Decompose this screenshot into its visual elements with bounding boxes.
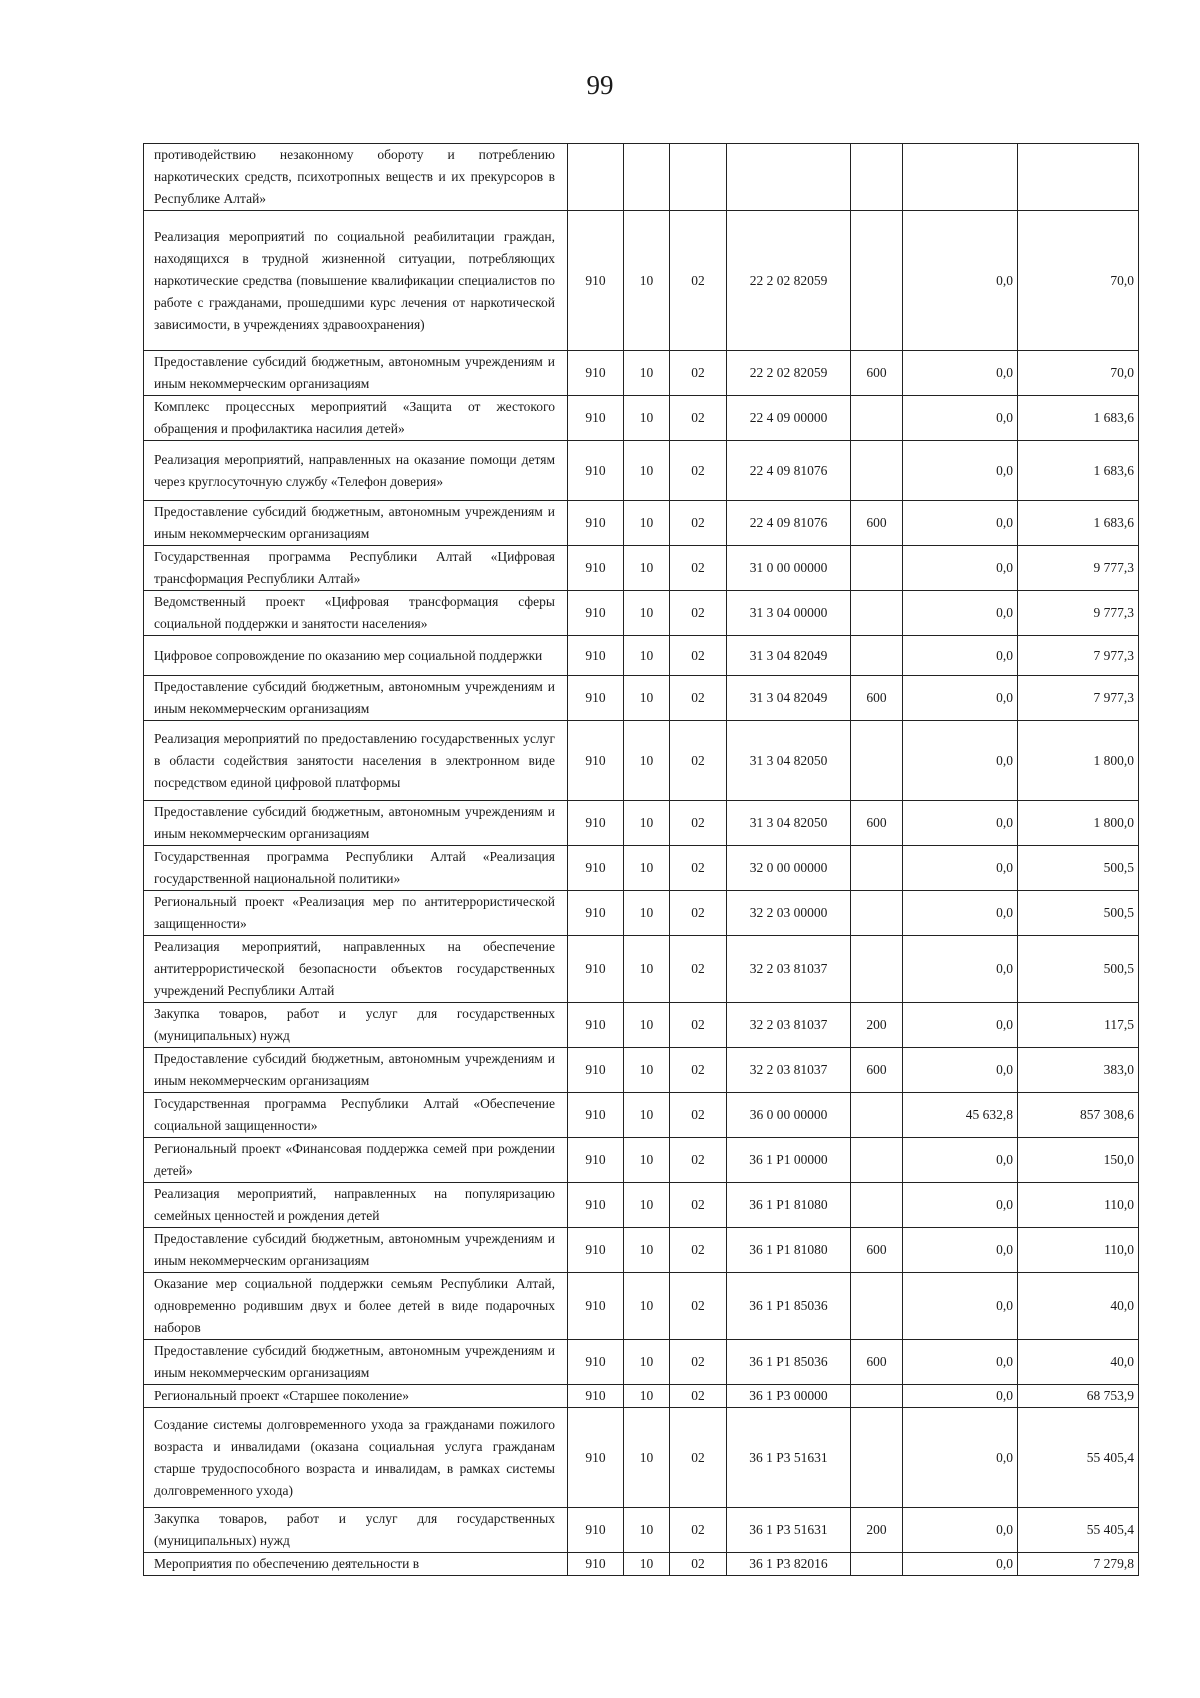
- row-sum-1: 0,0: [903, 501, 1018, 546]
- row-target-article: 22 4 09 81076: [727, 501, 851, 546]
- row-grbs: 910: [568, 591, 624, 636]
- budget-table: [143, 143, 1139, 1576]
- row-sum-1: 0,0: [903, 891, 1018, 936]
- row-grbs: 910: [568, 546, 624, 591]
- row-subsection: 02: [670, 846, 727, 891]
- row-sum-1: 0,0: [903, 936, 1018, 1003]
- row-name: Реализация мероприятий, направленных на обеспечение антитеррористической безопасности объектов государственных учреждений Республики Алтай: [144, 936, 568, 1003]
- row-grbs: 910: [568, 1093, 624, 1138]
- row-section: 10: [624, 1340, 670, 1385]
- row-subsection: 02: [670, 1003, 727, 1048]
- row-sum-1: 0,0: [903, 546, 1018, 591]
- row-subsection: 02: [670, 801, 727, 846]
- row-section: 10: [624, 1385, 670, 1408]
- row-subsection: 02: [670, 721, 727, 801]
- table-row: [144, 144, 1139, 211]
- row-target-article: 31 3 04 82050: [727, 721, 851, 801]
- row-expense-type: [851, 1093, 903, 1138]
- row-name: Региональный проект «Реализация мер по антитеррористической защищенности»: [144, 891, 568, 936]
- row-section: 10: [624, 211, 670, 351]
- table-row: [144, 801, 1139, 846]
- row-sum-1: 0,0: [903, 1228, 1018, 1273]
- row-section: 10: [624, 1508, 670, 1553]
- row-sum-2: [1018, 144, 1139, 211]
- row-sum-2: 110,0: [1018, 1183, 1139, 1228]
- row-target-article: [727, 144, 851, 211]
- row-name: Реализация мероприятий по предоставлению государственных услуг в области содействия занятости населения в электронном виде посредством единой цифровой платформы: [144, 721, 568, 801]
- row-grbs: 910: [568, 501, 624, 546]
- table-row: [144, 1003, 1139, 1048]
- row-sum-1: 0,0: [903, 591, 1018, 636]
- row-target-article: 31 3 04 82049: [727, 636, 851, 676]
- row-sum-2: 40,0: [1018, 1340, 1139, 1385]
- row-subsection: 02: [670, 396, 727, 441]
- row-sum-1: 0,0: [903, 1273, 1018, 1340]
- table-row: [144, 891, 1139, 936]
- row-name: Оказание мер социальной поддержки семьям Республики Алтай, одновременно родившим двух и более детей в виде подарочных наборов: [144, 1273, 568, 1340]
- row-target-article: 32 2 03 00000: [727, 891, 851, 936]
- table-row: [144, 1093, 1139, 1138]
- row-grbs: 910: [568, 1048, 624, 1093]
- row-expense-type: [851, 1553, 903, 1576]
- table-row: [144, 1183, 1139, 1228]
- table-row: [144, 441, 1139, 501]
- row-name: Государственная программа Республики Алтай «Обеспечение социальной защищенности»: [144, 1093, 568, 1138]
- row-target-article: 36 1 Р1 85036: [727, 1273, 851, 1340]
- table-row: [144, 1228, 1139, 1273]
- row-subsection: 02: [670, 1048, 727, 1093]
- row-expense-type: 200: [851, 1003, 903, 1048]
- row-name: противодействию незаконному обороту и потреблению наркотических средств, психотропных веществ и их прекурсоров в Республике Алтай»: [144, 144, 568, 211]
- row-grbs: 910: [568, 351, 624, 396]
- row-name: Государственная программа Республики Алтай «Реализация государственной национальной политики»: [144, 846, 568, 891]
- row-expense-type: [851, 441, 903, 501]
- row-name: Цифровое сопровождение по оказанию мер социальной поддержки: [144, 636, 568, 676]
- row-subsection: 02: [670, 211, 727, 351]
- row-sum-2: 500,5: [1018, 891, 1139, 936]
- row-grbs: 910: [568, 891, 624, 936]
- row-expense-type: 600: [851, 1340, 903, 1385]
- row-target-article: 36 1 Р3 51631: [727, 1508, 851, 1553]
- row-section: 10: [624, 441, 670, 501]
- table-row: [144, 1408, 1139, 1508]
- row-name: Реализация мероприятий, направленных на популяризацию семейных ценностей и рождения детей: [144, 1183, 568, 1228]
- row-section: 10: [624, 801, 670, 846]
- row-grbs: [568, 144, 624, 211]
- row-target-article: 31 3 04 00000: [727, 591, 851, 636]
- row-sum-2: 117,5: [1018, 1003, 1139, 1048]
- row-expense-type: 600: [851, 676, 903, 721]
- table-row: [144, 1508, 1139, 1553]
- row-subsection: 02: [670, 1553, 727, 1576]
- row-sum-1: 0,0: [903, 211, 1018, 351]
- row-sum-2: 70,0: [1018, 211, 1139, 351]
- row-expense-type: [851, 1183, 903, 1228]
- row-name: Предоставление субсидий бюджетным, автономным учреждениям и иным некоммерческим организациям: [144, 676, 568, 721]
- row-expense-type: [851, 1273, 903, 1340]
- row-grbs: 910: [568, 1273, 624, 1340]
- table-row: [144, 1553, 1139, 1576]
- row-section: 10: [624, 1273, 670, 1340]
- row-sum-1: 0,0: [903, 801, 1018, 846]
- row-name: Комплекс процессных мероприятий «Защита от жестокого обращения и профилактика насилия детей»: [144, 396, 568, 441]
- row-grbs: 910: [568, 846, 624, 891]
- row-sum-2: 68 753,9: [1018, 1385, 1139, 1408]
- row-name: Государственная программа Республики Алтай «Цифровая трансформация Республики Алтай»: [144, 546, 568, 591]
- row-sum-2: 9 777,3: [1018, 546, 1139, 591]
- row-expense-type: 600: [851, 501, 903, 546]
- row-section: 10: [624, 891, 670, 936]
- row-subsection: 02: [670, 1138, 727, 1183]
- row-sum-1: 0,0: [903, 1385, 1018, 1408]
- row-subsection: 02: [670, 1385, 727, 1408]
- row-section: 10: [624, 1408, 670, 1508]
- row-target-article: 36 1 Р1 00000: [727, 1138, 851, 1183]
- row-sum-1: 0,0: [903, 676, 1018, 721]
- row-section: 10: [624, 591, 670, 636]
- row-grbs: 910: [568, 1228, 624, 1273]
- row-subsection: 02: [670, 591, 727, 636]
- table-row: [144, 1385, 1139, 1408]
- row-subsection: 02: [670, 1093, 727, 1138]
- row-sum-2: 1 683,6: [1018, 441, 1139, 501]
- row-grbs: 910: [568, 1553, 624, 1576]
- row-subsection: 02: [670, 501, 727, 546]
- table-row: [144, 396, 1139, 441]
- row-expense-type: [851, 591, 903, 636]
- row-expense-type: 600: [851, 351, 903, 396]
- row-target-article: 22 4 09 81076: [727, 441, 851, 501]
- row-expense-type: 200: [851, 1508, 903, 1553]
- row-name: Предоставление субсидий бюджетным, автономным учреждениям и иным некоммерческим организациям: [144, 501, 568, 546]
- row-sum-2: 1 683,6: [1018, 396, 1139, 441]
- row-sum-2: 55 405,4: [1018, 1508, 1139, 1553]
- row-expense-type: [851, 936, 903, 1003]
- row-name: Закупка товаров, работ и услуг для государственных (муниципальных) нужд: [144, 1003, 568, 1048]
- row-sum-1: 0,0: [903, 1508, 1018, 1553]
- table-row: [144, 1048, 1139, 1093]
- row-subsection: 02: [670, 891, 727, 936]
- row-target-article: 36 1 Р1 81080: [727, 1228, 851, 1273]
- row-section: 10: [624, 351, 670, 396]
- row-section: 10: [624, 1093, 670, 1138]
- row-sum-2: 7 279,8: [1018, 1553, 1139, 1576]
- row-sum-2: 500,5: [1018, 936, 1139, 1003]
- row-section: 10: [624, 1048, 670, 1093]
- row-subsection: 02: [670, 441, 727, 501]
- row-target-article: 31 3 04 82050: [727, 801, 851, 846]
- row-target-article: 32 2 03 81037: [727, 1048, 851, 1093]
- row-sum-1: 0,0: [903, 1138, 1018, 1183]
- row-sum-1: 0,0: [903, 396, 1018, 441]
- row-grbs: 910: [568, 1508, 624, 1553]
- row-name: Предоставление субсидий бюджетным, автономным учреждениям и иным некоммерческим организациям: [144, 1340, 568, 1385]
- row-subsection: [670, 144, 727, 211]
- row-sum-2: 1 800,0: [1018, 721, 1139, 801]
- row-sum-1: 0,0: [903, 351, 1018, 396]
- row-section: 10: [624, 1003, 670, 1048]
- row-sum-2: 40,0: [1018, 1273, 1139, 1340]
- row-name: Создание системы долговременного ухода за гражданами пожилого возраста и инвалидами (оказана социальная услуга гражданам старше трудоспособного возраста и инвалидам, в рамках системы долговременного ухода): [144, 1408, 568, 1508]
- table-row: [144, 351, 1139, 396]
- row-grbs: 910: [568, 801, 624, 846]
- row-name: Предоставление субсидий бюджетным, автономным учреждениям и иным некоммерческим организациям: [144, 1048, 568, 1093]
- row-section: 10: [624, 1553, 670, 1576]
- row-target-article: 22 4 09 00000: [727, 396, 851, 441]
- row-sum-1: 0,0: [903, 1408, 1018, 1508]
- row-sum-1: [903, 144, 1018, 211]
- row-section: 10: [624, 1183, 670, 1228]
- row-target-article: 36 1 Р3 82016: [727, 1553, 851, 1576]
- row-name: Предоставление субсидий бюджетным, автономным учреждениям и иным некоммерческим организациям: [144, 1228, 568, 1273]
- row-sum-2: 383,0: [1018, 1048, 1139, 1093]
- row-expense-type: [851, 546, 903, 591]
- row-subsection: 02: [670, 936, 727, 1003]
- row-subsection: 02: [670, 1183, 727, 1228]
- row-sum-1: 0,0: [903, 721, 1018, 801]
- table-row: [144, 676, 1139, 721]
- row-expense-type: [851, 396, 903, 441]
- row-sum-1: 0,0: [903, 1183, 1018, 1228]
- row-expense-type: [851, 721, 903, 801]
- row-name: Закупка товаров, работ и услуг для государственных (муниципальных) нужд: [144, 1508, 568, 1553]
- table-row: [144, 546, 1139, 591]
- row-sum-2: 857 308,6: [1018, 1093, 1139, 1138]
- row-sum-2: 7 977,3: [1018, 676, 1139, 721]
- page-number: 99: [586, 70, 614, 100]
- row-section: [624, 144, 670, 211]
- row-target-article: 22 2 02 82059: [727, 211, 851, 351]
- table-row: [144, 846, 1139, 891]
- row-target-article: 31 3 04 82049: [727, 676, 851, 721]
- row-target-article: 32 2 03 81037: [727, 936, 851, 1003]
- row-expense-type: [851, 1385, 903, 1408]
- row-sum-2: 1 683,6: [1018, 501, 1139, 546]
- row-target-article: 36 1 Р3 00000: [727, 1385, 851, 1408]
- row-expense-type: [851, 891, 903, 936]
- row-expense-type: [851, 1138, 903, 1183]
- table-row: [144, 501, 1139, 546]
- row-target-article: 36 1 Р1 81080: [727, 1183, 851, 1228]
- row-subsection: 02: [670, 676, 727, 721]
- row-section: 10: [624, 846, 670, 891]
- row-name: Мероприятия по обеспечению деятельности в: [144, 1553, 568, 1576]
- row-expense-type: 600: [851, 1048, 903, 1093]
- row-expense-type: [851, 636, 903, 676]
- row-name: Реализация мероприятий, направленных на оказание помощи детям через круглосуточную службу «Телефон доверия»: [144, 441, 568, 501]
- row-subsection: 02: [670, 351, 727, 396]
- row-section: 10: [624, 636, 670, 676]
- table-row: [144, 936, 1139, 1003]
- row-section: 10: [624, 936, 670, 1003]
- row-section: 10: [624, 676, 670, 721]
- row-sum-1: 0,0: [903, 1553, 1018, 1576]
- row-target-article: 32 2 03 81037: [727, 1003, 851, 1048]
- row-sum-1: 0,0: [903, 1340, 1018, 1385]
- row-expense-type: [851, 1408, 903, 1508]
- row-subsection: 02: [670, 1408, 727, 1508]
- row-sum-2: 1 800,0: [1018, 801, 1139, 846]
- row-subsection: 02: [670, 1340, 727, 1385]
- row-name: Предоставление субсидий бюджетным, автономным учреждениям и иным некоммерческим организациям: [144, 801, 568, 846]
- row-expense-type: [851, 144, 903, 211]
- row-target-article: 31 0 00 00000: [727, 546, 851, 591]
- row-section: 10: [624, 721, 670, 801]
- row-grbs: 910: [568, 211, 624, 351]
- row-name: Ведомственный проект «Цифровая трансформация сферы социальной поддержки и занятости населения»: [144, 591, 568, 636]
- row-target-article: 36 1 Р1 85036: [727, 1340, 851, 1385]
- table-row: [144, 1273, 1139, 1340]
- row-sum-2: 55 405,4: [1018, 1408, 1139, 1508]
- row-subsection: 02: [670, 1273, 727, 1340]
- row-sum-2: 9 777,3: [1018, 591, 1139, 636]
- table-row: [144, 1138, 1139, 1183]
- table-row: [144, 211, 1139, 351]
- row-section: 10: [624, 546, 670, 591]
- row-grbs: 910: [568, 1003, 624, 1048]
- row-name: Предоставление субсидий бюджетным, автономным учреждениям и иным некоммерческим организациям: [144, 351, 568, 396]
- table-row: [144, 721, 1139, 801]
- row-name: Региональный проект «Старшее поколение»: [144, 1385, 568, 1408]
- row-expense-type: [851, 211, 903, 351]
- row-grbs: 910: [568, 936, 624, 1003]
- table-row: [144, 636, 1139, 676]
- row-target-article: 36 1 Р3 51631: [727, 1408, 851, 1508]
- row-grbs: 910: [568, 396, 624, 441]
- table-row: [144, 591, 1139, 636]
- row-sum-2: 150,0: [1018, 1138, 1139, 1183]
- row-target-article: 32 0 00 00000: [727, 846, 851, 891]
- row-grbs: 910: [568, 1385, 624, 1408]
- row-expense-type: 600: [851, 1228, 903, 1273]
- row-sum-1: 0,0: [903, 846, 1018, 891]
- row-grbs: 910: [568, 1408, 624, 1508]
- row-grbs: 910: [568, 636, 624, 676]
- row-section: 10: [624, 501, 670, 546]
- row-section: 10: [624, 1228, 670, 1273]
- row-sum-1: 45 632,8: [903, 1093, 1018, 1138]
- row-sum-1: 0,0: [903, 1003, 1018, 1048]
- row-sum-2: 70,0: [1018, 351, 1139, 396]
- row-expense-type: [851, 846, 903, 891]
- row-subsection: 02: [670, 1508, 727, 1553]
- row-subsection: 02: [670, 636, 727, 676]
- row-sum-2: 500,5: [1018, 846, 1139, 891]
- row-name: Региональный проект «Финансовая поддержка семей при рождении детей»: [144, 1138, 568, 1183]
- row-grbs: 910: [568, 721, 624, 801]
- row-grbs: 910: [568, 1340, 624, 1385]
- row-target-article: 22 2 02 82059: [727, 351, 851, 396]
- row-sum-1: 0,0: [903, 636, 1018, 676]
- row-subsection: 02: [670, 546, 727, 591]
- row-sum-2: 7 977,3: [1018, 636, 1139, 676]
- row-grbs: 910: [568, 441, 624, 501]
- row-target-article: 36 0 00 00000: [727, 1093, 851, 1138]
- row-subsection: 02: [670, 1228, 727, 1273]
- row-name: Реализация мероприятий по социальной реабилитации граждан, находящихся в трудной жизненной ситуации, потребляющих наркотические средства (повышение квалификации специалистов по работе с гражданами, прошедшими курс лечения от наркотической зависимости, в учреждениях здравоохранения): [144, 211, 568, 351]
- row-grbs: 910: [568, 676, 624, 721]
- table-body: [144, 144, 1139, 1576]
- row-section: 10: [624, 1138, 670, 1183]
- row-grbs: 910: [568, 1138, 624, 1183]
- row-sum-2: 110,0: [1018, 1228, 1139, 1273]
- row-sum-1: 0,0: [903, 441, 1018, 501]
- row-sum-1: 0,0: [903, 1048, 1018, 1093]
- row-expense-type: 600: [851, 801, 903, 846]
- row-grbs: 910: [568, 1183, 624, 1228]
- table-row: [144, 1340, 1139, 1385]
- row-section: 10: [624, 396, 670, 441]
